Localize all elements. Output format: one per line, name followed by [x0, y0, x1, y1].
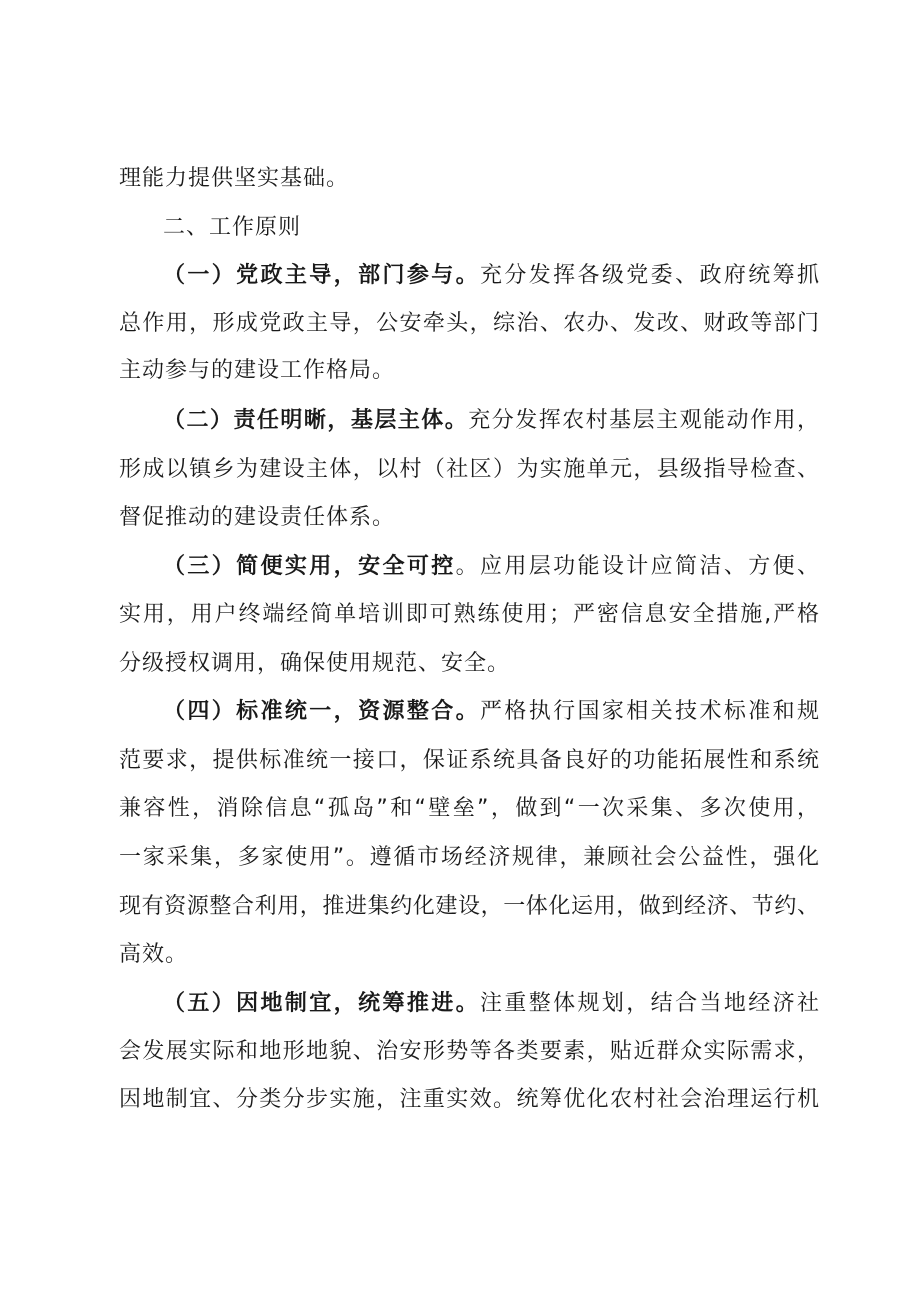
principle-4-line-3: 兼容性，消除信息“孤岛”和“壁垒”，做到“一次采集、多次使用，	[119, 796, 819, 821]
principle-5-line-2: 会发展实际和地形地貌、治安形势等各类要素，贴近群众实际需求，	[119, 1039, 819, 1064]
principle-1-title: （一）党政主导，部门参与。	[163, 263, 480, 288]
principle-3-line-3: 分级授权调用，确保使用规范、安全。	[119, 651, 511, 676]
principle-1-text: 充分发挥各级党委、政府统筹抓	[480, 263, 819, 288]
principle-4-line-4: 一家采集，多家使用”。遵循市场经济规律，兼顾社会公益性，强化	[119, 845, 819, 870]
principle-1-line-2: 总作用，形成党政主导，公安牵头，综治、农办、发改、财政等部门	[119, 311, 819, 336]
principle-3-first-line	[163, 552, 819, 582]
principle-4-first-line	[163, 697, 819, 727]
principle-2-line-2: 形成以镇乡为建设主体，以村（社区）为实施单元，县级指导检查、	[119, 457, 819, 482]
principle-4-line-5: 现有资源整合利用，推进集约化建设，一体化运用，做到经济、节约、	[119, 894, 819, 919]
principle-1-line-3: 主动参与的建设工作格局。	[119, 358, 396, 383]
principle-5-line-3: 因地制宜、分类分步实施，注重实效。统筹优化农村社会治理运行机	[119, 1087, 819, 1112]
principle-5-first-line	[163, 989, 819, 1019]
principle-3-text: 。应用层功能设计应简洁、方便、	[455, 554, 819, 579]
principle-2-line-3: 督促推动的建设责任体系。	[119, 505, 396, 530]
principle-4-line-2: 范要求，提供标准统一接口，保证系统具备良好的功能拓展性和系统	[119, 748, 819, 773]
intro-line: 理能力提供坚实基础。	[119, 166, 350, 191]
section-heading: 二、工作原则	[163, 215, 302, 240]
principle-3-line-2: 实用，用户终端经简单培训即可熟练使用；严密信息安全措施,严格	[119, 602, 819, 627]
principle-5-text: 注重整体规划，结合当地经济社	[480, 991, 819, 1016]
principle-5-title: （五）因地制宜，统筹推进。	[163, 991, 480, 1016]
principle-1-first-line	[163, 261, 819, 291]
principle-4-title: （四）标准统一，资源整合。	[163, 699, 480, 724]
principle-3-title: （三）简便实用，安全可控	[163, 554, 456, 579]
principle-4-line-6: 高效。	[119, 942, 189, 967]
principle-2-text: 充分发挥农村基层主观能动作用，	[468, 408, 819, 433]
principle-4-text: 严格执行国家相关技术标准和规	[480, 699, 819, 724]
principle-2-title: （二）责任明晰，基层主体。	[163, 408, 469, 433]
principle-2-first-line	[163, 406, 819, 436]
